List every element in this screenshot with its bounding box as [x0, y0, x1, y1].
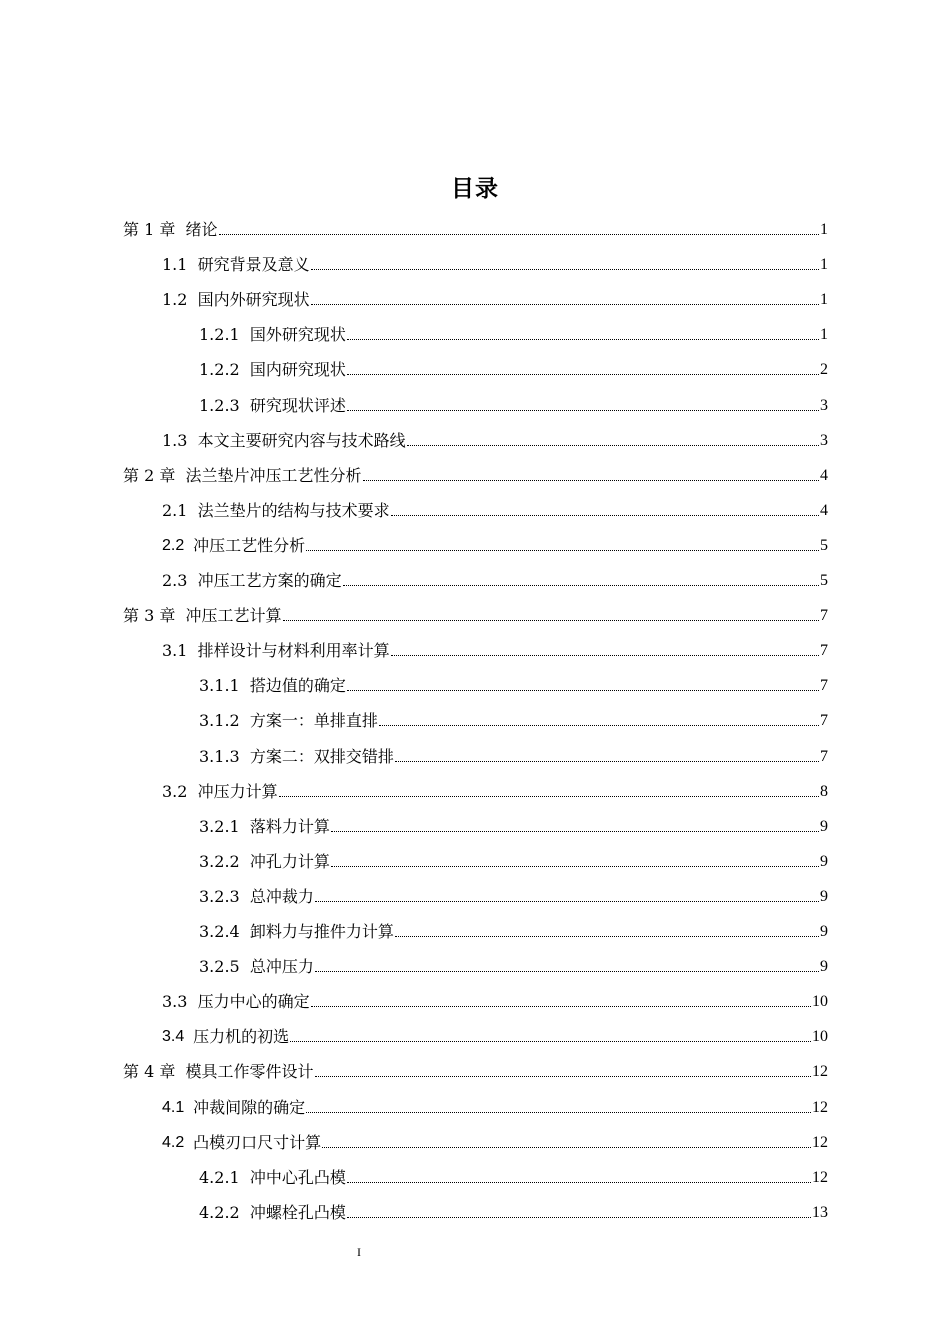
toc-dot-leader: [343, 585, 819, 586]
toc-entry-title: 绪论: [185, 220, 218, 239]
toc-entry-number: 1.2: [162, 290, 198, 310]
toc-entry[interactable]: [162, 495, 828, 521]
toc-entry[interactable]: [162, 776, 828, 802]
toc-entry-title: 冲中心孔凸模: [249, 1167, 346, 1187]
toc-dot-leader: [347, 1182, 811, 1183]
toc-dot-leader: [279, 796, 819, 797]
toc-entry-number: 第 3 章: [123, 606, 186, 626]
toc-entry-number: 1.2.1: [199, 325, 250, 345]
toc-entry[interactable]: [162, 249, 828, 275]
toc-entry-page: 7: [820, 642, 828, 660]
toc-dot-leader: [379, 725, 819, 726]
toc-entry-page: 7: [820, 712, 828, 730]
toc-dot-leader: [283, 620, 819, 621]
toc-entry-number: 3.1: [162, 641, 198, 661]
toc-dot-leader: [347, 339, 819, 340]
toc-dot-leader: [306, 1112, 811, 1113]
toc-entry-title: 方案二：双排交错排: [249, 746, 394, 766]
toc-entry-page: 8: [820, 782, 828, 800]
toc-entry-number: 3.2.1: [199, 816, 250, 836]
toc-dot-leader: [331, 831, 819, 832]
toc-entry-number: 1.2.2: [199, 360, 250, 380]
toc-entry[interactable]: [199, 916, 828, 942]
toc-entry[interactable]: [199, 951, 828, 977]
toc-entry[interactable]: [162, 1021, 828, 1047]
toc-entry[interactable]: [162, 1092, 828, 1118]
toc-entry-page: 1: [820, 291, 828, 309]
toc-entry-number: 1.3: [162, 430, 198, 450]
page-number-footer: I: [357, 1245, 361, 1259]
toc-entry-number: 3.2.2: [199, 851, 250, 871]
toc-entry-title: 冲压工艺性分析: [193, 535, 306, 555]
toc-entry[interactable]: [199, 1197, 828, 1223]
toc-entry[interactable]: [199, 846, 828, 872]
toc-entry-number: 2.2: [162, 536, 194, 554]
toc-dot-leader: [306, 550, 819, 551]
toc-entry-title: 总冲压力: [249, 957, 314, 977]
toc-entry[interactable]: [199, 390, 828, 416]
toc-entry-title: 排样设计与材料利用率计算: [197, 641, 390, 661]
toc-entry-page: 7: [820, 607, 828, 625]
toc-entry-title: 压力中心的确定: [197, 992, 310, 1012]
toc-dot-leader: [363, 480, 819, 481]
toc-entry[interactable]: [199, 881, 828, 907]
toc-entry-page: 13: [812, 1203, 828, 1221]
toc-entry[interactable]: [123, 214, 828, 240]
toc-entry-number: 3.2.4: [199, 922, 250, 941]
toc-entry-title: 研究现状评述: [249, 395, 346, 415]
toc-entry-number: 第 1 章: [123, 220, 186, 239]
toc-entry-page: 9: [820, 923, 828, 940]
toc-dot-leader: [391, 515, 819, 516]
toc-entry-page: 7: [820, 677, 828, 695]
toc-entry-page: 3: [820, 431, 828, 449]
toc-entry-page: 5: [820, 536, 828, 554]
toc-entry[interactable]: [199, 670, 828, 696]
toc-entry-title: 冲压力计算: [197, 781, 278, 801]
toc-entry-title: 凸模刃口尺寸计算: [193, 1132, 322, 1152]
toc-entry-page: 1: [820, 326, 828, 344]
toc-entry-number: 4.2.2: [199, 1202, 250, 1222]
toc-entry-page: 5: [820, 572, 828, 589]
toc-entry-title: 方案一：单排直排: [249, 711, 378, 731]
toc-dot-leader: [395, 761, 819, 762]
toc-entry-page: 12: [812, 1098, 828, 1116]
toc-dot-leader: [219, 234, 819, 235]
toc-entry-page: 1: [820, 256, 828, 274]
toc-entry[interactable]: [199, 741, 828, 767]
toc-dot-leader: [331, 866, 819, 867]
toc-entry-title: 国内外研究现状: [197, 290, 310, 310]
toc-entry-title: 总冲裁力: [249, 886, 314, 906]
toc-entry-page: 12: [812, 1168, 828, 1186]
toc-entry-number: 3.2.3: [199, 886, 250, 906]
toc-entry-title: 研究背景及意义: [197, 255, 310, 275]
toc-entry-page: 4: [820, 466, 828, 484]
toc-dot-leader: [311, 1006, 811, 1007]
toc-entry-page: 1: [820, 221, 828, 238]
toc-entry-number: 3.4: [162, 1028, 194, 1046]
toc-entry-page: 9: [820, 852, 828, 870]
toc-dot-leader: [347, 410, 819, 411]
toc-entry-title: 本文主要研究内容与技术路线: [197, 430, 406, 450]
toc-entry-number: 第 4 章: [123, 1062, 186, 1082]
toc-entry-number: 2.3: [162, 571, 198, 590]
toc-entry-title: 冲孔力计算: [249, 851, 330, 871]
toc-entry[interactable]: [123, 1056, 828, 1082]
toc-entry-number: 3.3: [162, 992, 198, 1012]
toc-entry-title: 冲螺栓孔凸模: [249, 1202, 346, 1222]
toc-entry-title: 国外研究现状: [249, 325, 346, 345]
toc-entry-title: 冲裁间隙的确定: [193, 1097, 306, 1117]
toc-entry-title: 模具工作零件设计: [185, 1062, 314, 1082]
toc-dot-leader: [391, 655, 819, 656]
toc-entry-page: 7: [820, 747, 828, 765]
toc-entry-title: 压力机的初选: [193, 1027, 290, 1047]
toc-entry[interactable]: [199, 354, 828, 380]
toc-entry-title: 国内研究现状: [249, 360, 346, 380]
toc-entry-page: 10: [812, 1028, 828, 1046]
toc-entry[interactable]: [162, 986, 828, 1012]
toc-entry-number: 2.1: [162, 500, 198, 520]
toc-entry-page: 12: [812, 1133, 828, 1151]
toc-entry-page: 3: [820, 396, 828, 414]
toc-title: 目录: [451, 176, 499, 202]
toc-entry-page: 9: [820, 817, 828, 835]
toc-entry[interactable]: [162, 284, 828, 310]
toc-entry-title: 搭边值的确定: [249, 676, 346, 696]
toc-dot-leader: [347, 1217, 811, 1218]
toc-entry-title: 落料力计算: [249, 816, 330, 836]
toc-entry[interactable]: [162, 1127, 828, 1153]
toc-entry-number: 3.2: [162, 781, 198, 801]
toc-entry-number: 3.1.2: [199, 711, 250, 731]
toc-dot-leader: [315, 901, 819, 902]
toc-dot-leader: [322, 1147, 811, 1148]
toc-dot-leader: [347, 374, 819, 375]
toc-entry-page: 9: [820, 887, 828, 905]
toc-entry-page: 2: [820, 361, 828, 379]
toc-entry-title: 冲压工艺计算: [185, 606, 282, 626]
toc-entry-number: 4.2: [162, 1133, 194, 1151]
toc-entry-number: 3.2.5: [199, 957, 250, 977]
toc-entry-title: 法兰垫片的结构与技术要求: [197, 500, 390, 520]
toc-entry-number: 1.1: [162, 255, 198, 275]
toc-entry-number: 1.2.3: [199, 395, 250, 415]
toc-dot-leader: [315, 971, 819, 972]
toc-entry-title: 冲压工艺方案的确定: [197, 571, 342, 590]
toc-entry-number: 4.1: [162, 1098, 194, 1116]
toc-entry[interactable]: [162, 635, 828, 661]
toc-entry-number: 3.1.3: [199, 746, 250, 766]
toc-dot-leader: [395, 936, 819, 937]
toc-entry[interactable]: [162, 530, 828, 556]
toc-entry-page: 10: [812, 993, 828, 1011]
toc-entry[interactable]: [199, 319, 828, 345]
toc-entry[interactable]: [123, 460, 828, 486]
toc-dot-leader: [290, 1041, 811, 1042]
toc-entry[interactable]: [162, 565, 828, 591]
toc-entry[interactable]: [199, 811, 828, 837]
toc-entry[interactable]: [123, 600, 828, 626]
toc-entry-number: 4.2.1: [199, 1167, 250, 1187]
toc-dot-leader: [311, 269, 819, 270]
toc-entry-number: 第 2 章: [123, 465, 186, 485]
toc-entry-page: 4: [820, 501, 828, 519]
toc-dot-leader: [347, 690, 819, 691]
toc-entry-number: 3.1.1: [199, 676, 250, 696]
toc-dot-leader: [407, 445, 819, 446]
toc-entry-page: 9: [820, 958, 828, 976]
toc-entry[interactable]: [199, 1162, 828, 1188]
toc-entry[interactable]: [199, 705, 828, 731]
toc-entry-title: 法兰垫片冲压工艺性分析: [185, 465, 362, 485]
toc-dot-leader: [311, 304, 819, 305]
toc-dot-leader: [315, 1076, 811, 1077]
toc-entry-title: 卸料力与推件力计算: [249, 922, 394, 941]
toc-entry-page: 12: [812, 1063, 828, 1081]
toc-entry[interactable]: [162, 425, 828, 451]
